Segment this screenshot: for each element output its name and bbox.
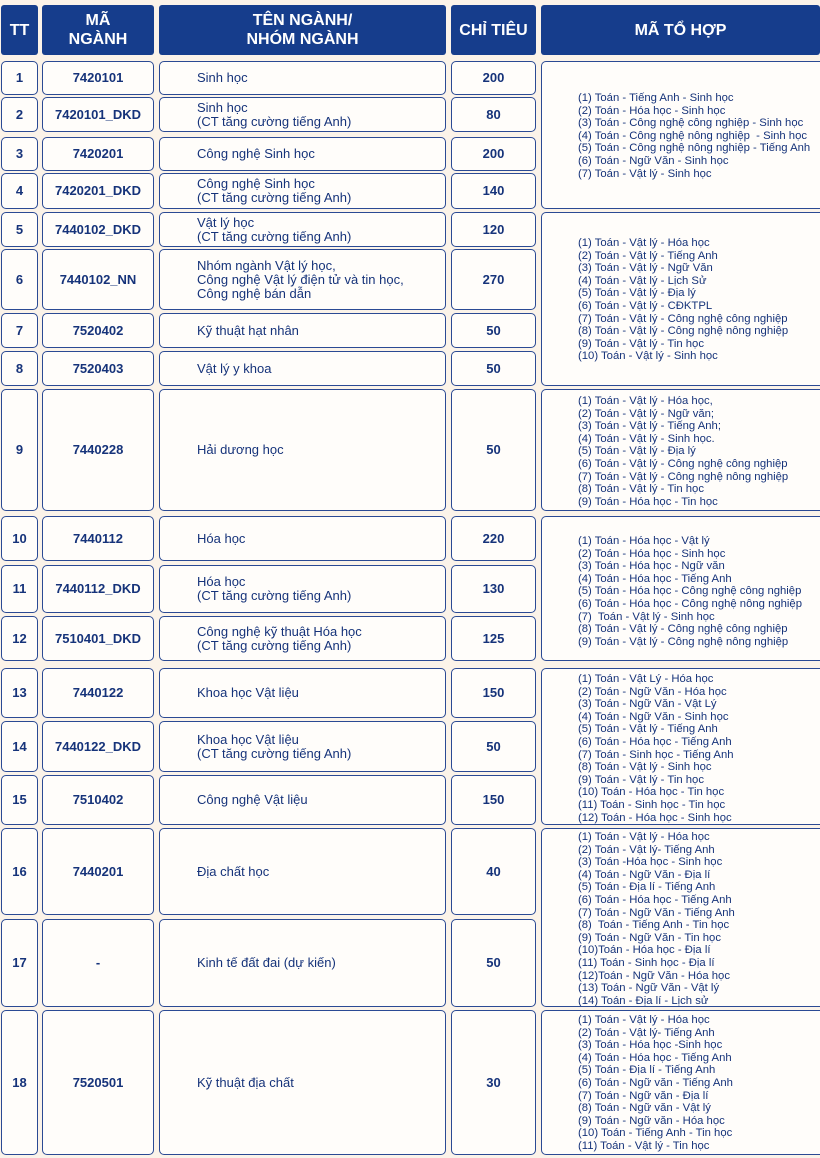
combination-item: (3) Toán - Hóa học - Ngữ văn bbox=[578, 560, 725, 573]
major-name: Hải dương học bbox=[159, 389, 446, 511]
quota-value: 50 bbox=[451, 389, 536, 511]
major-name: Vật lý học (CT tăng cường tiếng Anh) bbox=[159, 212, 446, 247]
combination-item: (9) Toán - Ngữ Văn - Tin học bbox=[578, 931, 721, 944]
combination-item: (10) Toán - Tiếng Anh - Tin học bbox=[578, 1127, 733, 1140]
major-code: 7420101_DKD bbox=[42, 97, 154, 132]
quota-value: 270 bbox=[451, 249, 536, 310]
major-name: Khoa học Vật liệu bbox=[159, 668, 446, 718]
major-name: Kỹ thuật địa chất bbox=[159, 1010, 446, 1155]
row-number: 8 bbox=[1, 351, 38, 386]
major-code: 7440122 bbox=[42, 668, 154, 718]
combination-item: (6) Toán - Vật lý - CĐKTPL bbox=[578, 299, 713, 312]
major-code: 7510402 bbox=[42, 775, 154, 825]
combination-item: (4) Toán - Ngữ Văn - Địa lí bbox=[578, 868, 711, 881]
major-name: Hóa học (CT tăng cường tiếng Anh) bbox=[159, 565, 446, 613]
combination-item: (4) Toán - Vật lý - Sinh học. bbox=[578, 432, 715, 445]
row-number: 10 bbox=[1, 516, 38, 561]
combination-item: (5) Toán - Địa lí - Tiếng Anh bbox=[578, 1064, 716, 1077]
row-number: 17 bbox=[1, 919, 38, 1007]
combination-list bbox=[541, 828, 820, 1007]
combination-item: (3) Toán - Công nghệ công nghiệp - Sinh học bbox=[578, 117, 804, 130]
row-number: 1 bbox=[1, 61, 38, 95]
combination-item: (6) Toán - Hóa học - Công nghệ nông nghiệp bbox=[578, 597, 803, 610]
quota-value: 125 bbox=[451, 616, 536, 661]
major-name: Công nghệ kỹ thuật Hóa học (CT tăng cường tiếng Anh) bbox=[159, 616, 446, 661]
combination-item: (13) Toán - Ngữ Văn - Vật lý bbox=[578, 982, 720, 995]
combination-item: (8) Toán - Tiếng Anh - Tin học bbox=[578, 919, 730, 932]
combination-list bbox=[541, 61, 820, 209]
row-number: 2 bbox=[1, 97, 38, 132]
major-code: 7440112 bbox=[42, 516, 154, 561]
major-code: 7520501 bbox=[42, 1010, 154, 1155]
combination-item: (2) Toán - Vật lý - Tiếng Anh bbox=[578, 249, 718, 262]
combination-list bbox=[541, 389, 820, 511]
combination-item: (5) Toán - Vật lý - Địa lý bbox=[578, 445, 696, 458]
major-code: 7520403 bbox=[42, 351, 154, 386]
major-name: Sinh học bbox=[159, 61, 446, 95]
combination-item: (4) Toán - Vật lý - Lịch Sử bbox=[578, 274, 707, 287]
combination-item: (1) Toán - Tiếng Anh - Sinh học bbox=[578, 92, 734, 104]
combination-item: (6) Toán - Hóa học - Tiếng Anh bbox=[578, 893, 732, 906]
combination-item: (9) Toán - Hóa học - Tin học bbox=[578, 495, 718, 508]
major-code: 7520402 bbox=[42, 313, 154, 348]
combination-item: (1) Toán - Vật lý - Hóa học bbox=[578, 1014, 710, 1026]
quota-value: 150 bbox=[451, 775, 536, 825]
row-number: 12 bbox=[1, 616, 38, 661]
major-name: Địa chất học bbox=[159, 828, 446, 915]
header-name: TÊN NGÀNH/ NHÓM NGÀNH bbox=[159, 5, 446, 55]
quota-value: 50 bbox=[451, 313, 536, 348]
row-number: 9 bbox=[1, 389, 38, 511]
major-name: Vật lý y khoa bbox=[159, 351, 446, 386]
quota-value: 140 bbox=[451, 173, 536, 209]
major-code: 7440112_DKD bbox=[42, 565, 154, 613]
combination-item: (9) Toán - Vật lý - Công nghệ nông nghiệp bbox=[578, 635, 789, 648]
quota-value: 30 bbox=[451, 1010, 536, 1155]
combination-item: (3) Toán - Ngữ Văn - Vật Lý bbox=[578, 698, 717, 711]
major-code: 7420201_DKD bbox=[42, 173, 154, 209]
combination-item: (1) Toán - Vật lý - Hóa học bbox=[578, 237, 710, 249]
row-number: 4 bbox=[1, 173, 38, 209]
major-name: Sinh học (CT tăng cường tiếng Anh) bbox=[159, 97, 446, 132]
quota-value: 220 bbox=[451, 516, 536, 561]
combination-item: (7) Toán - Ngữ văn - Địa lí bbox=[578, 1089, 709, 1102]
combination-list bbox=[541, 516, 820, 661]
row-number: 14 bbox=[1, 721, 38, 772]
combination-item: (11) Toán - Sinh học - Tin học bbox=[578, 798, 726, 811]
major-code: 7420201 bbox=[42, 137, 154, 171]
quota-value: 130 bbox=[451, 565, 536, 613]
row-number: 11 bbox=[1, 565, 38, 613]
combination-item: (5) Toán - Vật lý - Địa lý bbox=[578, 287, 696, 300]
major-code: 7510401_DKD bbox=[42, 616, 154, 661]
combination-item: (1) Toán - Hóa học - Vật lý bbox=[578, 535, 710, 547]
major-code: 7420101 bbox=[42, 61, 154, 95]
quota-value: 50 bbox=[451, 919, 536, 1007]
combination-item: (9) Toán - Vật lý - Tin học bbox=[578, 773, 704, 786]
row-number: 16 bbox=[1, 828, 38, 915]
combination-item: (7) Toán - Vật lý - Sinh học bbox=[578, 167, 712, 180]
major-name: Công nghệ Vật liệu bbox=[159, 775, 446, 825]
combination-item: (10)Toán - Hóa học - Địa lí bbox=[578, 944, 711, 957]
combination-item: (5) Toán - Địa lí - Tiếng Anh bbox=[578, 881, 716, 894]
header-combo: MÃ TỔ HỢP bbox=[541, 5, 820, 55]
combination-item: (7) Toán - Ngữ Văn - Tiếng Anh bbox=[578, 906, 735, 919]
row-number: 6 bbox=[1, 249, 38, 310]
row-number: 15 bbox=[1, 775, 38, 825]
row-number: 13 bbox=[1, 668, 38, 718]
combination-item: (3) Toán - Vật lý - Ngữ Văn bbox=[578, 262, 713, 275]
combination-item: (4) Toán - Ngữ Văn - Sinh học bbox=[578, 710, 729, 723]
combination-item: (4) Toán - Hóa học - Tiếng Anh bbox=[578, 1051, 732, 1064]
quota-value: 80 bbox=[451, 97, 536, 132]
combination-item: (3) Toán -Hóa học - Sinh học bbox=[578, 856, 723, 869]
major-code: 7440102_DKD bbox=[42, 212, 154, 247]
combination-item: (12) Toán - Hóa học - Sinh học bbox=[578, 811, 732, 824]
combination-item: (3) Toán - Hóa học -Sinh học bbox=[578, 1039, 723, 1052]
quota-value: 200 bbox=[451, 61, 536, 95]
combination-item: (1) Toán - Vật lý - Hóa học, bbox=[578, 395, 713, 407]
major-name: Công nghệ Sinh học (CT tăng cường tiếng Anh) bbox=[159, 173, 446, 209]
combination-list bbox=[541, 668, 820, 825]
combination-item: (14) Toán - Địa lí - Lịch sử bbox=[578, 994, 709, 1007]
combination-item: (10) Toán - Hóa học - Tin học bbox=[578, 786, 725, 799]
combination-item: (6) Toán - Ngữ Văn - Sinh học bbox=[578, 154, 729, 167]
combination-item: (6) Toán - Vật lý - Công nghệ công nghiệp bbox=[578, 457, 788, 470]
major-name: Khoa học Vật liệu (CT tăng cường tiếng Anh) bbox=[159, 721, 446, 772]
row-number: 7 bbox=[1, 313, 38, 348]
quota-value: 120 bbox=[451, 212, 536, 247]
row-number: 18 bbox=[1, 1010, 38, 1155]
combination-item: (4) Toán - Công nghệ nông nghiệp - Sinh học bbox=[578, 129, 808, 142]
quota-value: 150 bbox=[451, 668, 536, 718]
combination-list bbox=[541, 212, 820, 386]
major-name: Công nghệ Sinh học bbox=[159, 137, 446, 171]
combination-item: (1) Toán - Vật lý - Hóa học bbox=[578, 831, 710, 843]
combination-item: (7) Toán - Vật lý - Công nghệ công nghiệp bbox=[578, 312, 788, 325]
combination-item: (2) Toán - Vật lý- Tiếng Anh bbox=[578, 843, 715, 856]
major-name: Kỹ thuật hạt nhân bbox=[159, 313, 446, 348]
combination-item: (12)Toán - Ngữ Văn - Hóa học bbox=[578, 969, 730, 982]
combination-item: (2) Toán - Vật lý- Tiếng Anh bbox=[578, 1026, 715, 1039]
combination-item: (8) Toán - Vật lý - Công nghệ nông nghiệp bbox=[578, 325, 789, 338]
combination-item: (2) Toán - Vật lý - Ngữ văn; bbox=[578, 407, 715, 420]
row-number: 3 bbox=[1, 137, 38, 171]
combination-item: (9) Toán - Vật lý - Tin học bbox=[578, 337, 704, 350]
combination-item: (3) Toán - Vật lý - Tiếng Anh; bbox=[578, 420, 721, 433]
quota-value: 50 bbox=[451, 351, 536, 386]
header-code: MÃ NGÀNH bbox=[42, 5, 154, 55]
major-code: 7440102_NN bbox=[42, 249, 154, 310]
header-quota: CHỈ TIÊU bbox=[451, 5, 536, 55]
combination-item: (6) Toán - Hóa học - Tiếng Anh bbox=[578, 735, 732, 748]
combination-item: (8) Toán - Vật lý - Công nghệ công nghiệp bbox=[578, 623, 788, 636]
combination-item: (7) Toán - Vật lý - Công nghệ nông nghiệp bbox=[578, 470, 789, 483]
major-name: Kinh tế đất đai (dự kiến) bbox=[159, 919, 446, 1007]
combination-item: (2) Toán - Ngữ Văn - Hóa học bbox=[578, 685, 727, 698]
combination-item: (1) Toán - Vật Lý - Hóa học bbox=[578, 673, 714, 685]
major-code: 7440122_DKD bbox=[42, 721, 154, 772]
combination-item: (7) Toán - Sinh học - Tiếng Anh bbox=[578, 748, 734, 761]
major-name: Nhóm ngành Vật lý học, Công nghệ Vật lý điện tử và tin học, Công nghệ bán dẫn bbox=[159, 249, 446, 310]
combination-item: (11) Toán - Vật lý - Tin học bbox=[578, 1139, 710, 1152]
combination-item: (10) Toán - Vật lý - Sinh học bbox=[578, 350, 718, 363]
combination-item: (6) Toán - Ngữ văn - Tiếng Anh bbox=[578, 1076, 733, 1089]
quota-value: 200 bbox=[451, 137, 536, 171]
header-tt: TT bbox=[1, 5, 38, 55]
quota-value: 40 bbox=[451, 828, 536, 915]
combination-item: (4) Toán - Hóa học - Tiếng Anh bbox=[578, 572, 732, 585]
combination-item: (2) Toán - Hóa học - Sinh học bbox=[578, 547, 726, 560]
combination-item: (7) Toán - Vật lý - Sinh học bbox=[578, 610, 715, 623]
combination-list bbox=[541, 1010, 820, 1155]
major-code: 7440201 bbox=[42, 828, 154, 915]
combination-item: (9) Toán - Ngữ văn - Hóa học bbox=[578, 1114, 725, 1127]
row-number: 5 bbox=[1, 212, 38, 247]
combination-item: (11) Toán - Sinh học - Địa lí bbox=[578, 956, 715, 969]
combination-item: (2) Toán - Hóa học - Sinh học bbox=[578, 104, 726, 117]
quota-value: 50 bbox=[451, 721, 536, 772]
combination-item: (8) Toán - Ngữ văn - Vật lý bbox=[578, 1102, 711, 1115]
combination-item: (5) Toán - Vật lý - Tiếng Anh bbox=[578, 723, 718, 736]
major-name: Hóa học bbox=[159, 516, 446, 561]
combination-item: (5) Toán - Công nghệ nông nghiệp - Tiếng Anh bbox=[578, 142, 811, 155]
major-code: - bbox=[42, 919, 154, 1007]
combination-item: (5) Toán - Hóa học - Công nghệ công nghiệp bbox=[578, 585, 802, 598]
major-code: 7440228 bbox=[42, 389, 154, 511]
combination-item: (8) Toán - Vật lý - Tin học bbox=[578, 483, 704, 496]
combination-item: (8) Toán - Vật lý - Sinh học bbox=[578, 761, 712, 774]
